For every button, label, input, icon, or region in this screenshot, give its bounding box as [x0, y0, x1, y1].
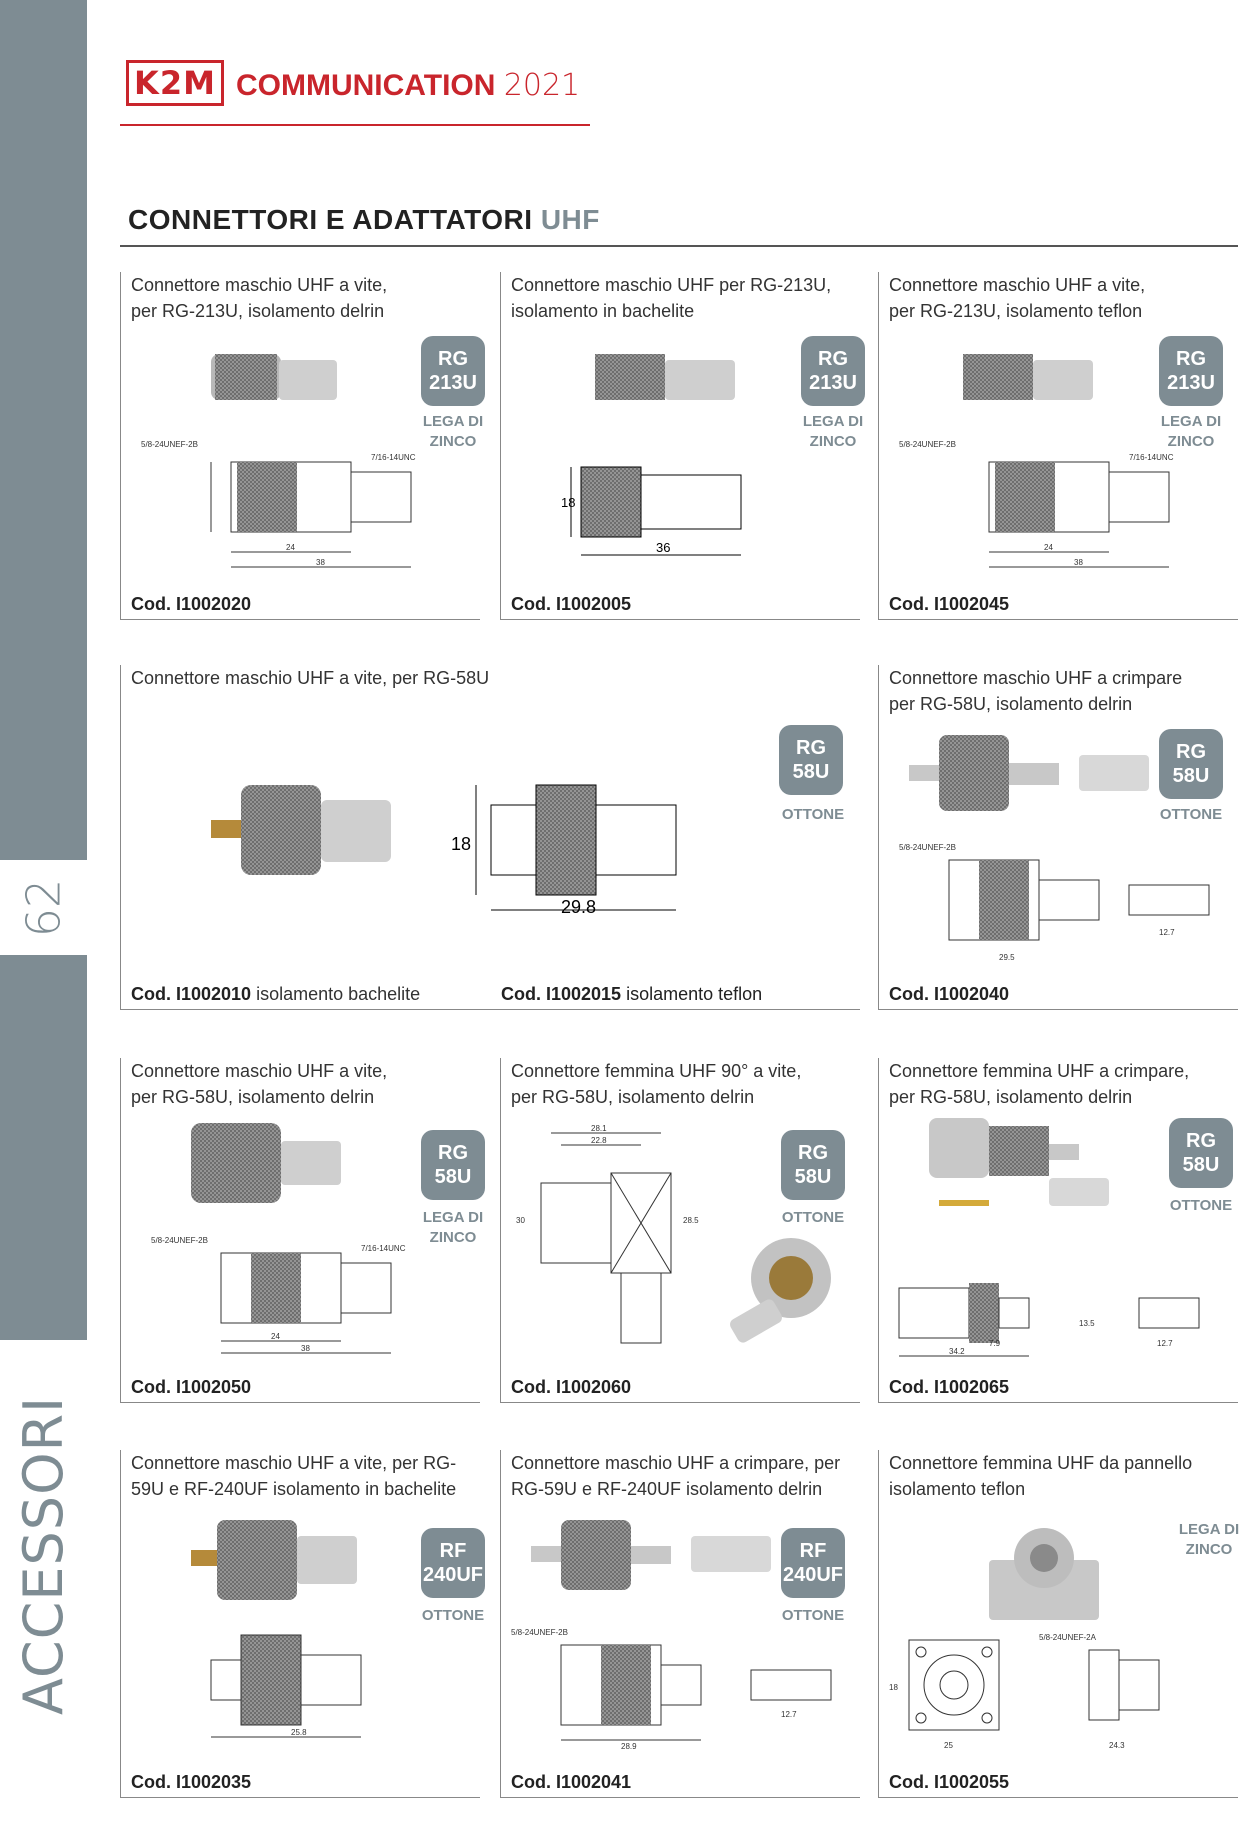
svg-text:28.5: 28.5	[683, 1216, 699, 1225]
svg-text:5/8-24UNEF-2B: 5/8-24UNEF-2B	[511, 1628, 568, 1637]
svg-text:24: 24	[1044, 543, 1053, 552]
k2m-logo	[126, 60, 224, 106]
svg-text:36: 36	[656, 540, 671, 555]
svg-text:34.2: 34.2	[949, 1347, 965, 1356]
svg-text:5/8-24UNEF-2B: 5/8-24UNEF-2B	[899, 843, 956, 852]
product-code: Cod. I1002035	[131, 1772, 252, 1792]
material-label: OTTONE	[781, 1209, 845, 1226]
cable-badge: RG 58U	[781, 1130, 845, 1200]
cable-badge: RF 240UF	[781, 1528, 845, 1598]
brand-year: 2021	[503, 68, 581, 103]
svg-text:38: 38	[301, 1344, 310, 1353]
material-label: OTTONE	[781, 806, 845, 823]
product-code: Cod. I1002045	[889, 594, 1010, 614]
product-card	[878, 665, 1238, 1010]
product-code-alt: Cod. I1002015 isolamento teflon	[501, 984, 763, 1004]
product-card	[878, 1058, 1238, 1403]
page-number: 62	[16, 878, 71, 937]
svg-text:38: 38	[316, 558, 325, 567]
product-card	[878, 272, 1238, 620]
material-label: OTTONE	[781, 1607, 845, 1624]
material-label: LEGA DI ZINCO	[422, 413, 484, 450]
technical-drawing	[889, 1630, 1229, 1755]
technical-drawing	[511, 1625, 851, 1750]
product-description: Connettore maschio UHF a vite, per RG- 59U e RF-240UF isolamento in bachelite	[131, 1453, 457, 1499]
connector-photo	[201, 332, 341, 422]
product-card	[120, 1450, 485, 1798]
cable-badge: RG 213U	[1159, 336, 1223, 406]
product-description: Connettore maschio UHF a crimpare per RG-58U, isolamento delrin	[889, 668, 1183, 714]
connector-photo	[201, 770, 401, 890]
material-label: LEGA DI ZINCO	[422, 1209, 484, 1246]
svg-text:18: 18	[561, 495, 576, 510]
svg-text:12.7: 12.7	[781, 1710, 797, 1719]
svg-text:5/8-24UNEF-2A: 5/8-24UNEF-2A	[1039, 1633, 1096, 1642]
svg-text:18: 18	[889, 1683, 898, 1692]
svg-text:29.5: 29.5	[999, 953, 1015, 962]
title-divider	[120, 245, 1238, 247]
product-card	[120, 272, 484, 620]
svg-text:29.8: 29.8	[561, 897, 597, 915]
technical-drawing	[889, 1268, 1229, 1368]
brand-name: COMMUNICATION	[236, 69, 496, 102]
svg-text:7/16-14UNC: 7/16-14UNC	[1129, 453, 1174, 462]
connector-photo	[899, 725, 1159, 825]
technical-drawing	[899, 432, 1199, 572]
svg-text:5/8-24UNEF-2B: 5/8-24UNEF-2B	[141, 440, 198, 449]
cable-badge: RG 213U	[421, 336, 485, 406]
connector-photo	[979, 1520, 1119, 1630]
product-description: Connettore maschio UHF a vite, per RG-58U	[131, 668, 490, 688]
technical-drawing	[889, 840, 1229, 970]
category-label: ACCESSORI	[12, 1395, 75, 1715]
svg-text:25.8: 25.8	[291, 1728, 307, 1737]
cable-badge: RG 58U	[1169, 1118, 1233, 1188]
svg-text:24: 24	[286, 543, 295, 552]
connector-photo	[181, 1510, 381, 1610]
svg-text:7/16-14UNC: 7/16-14UNC	[361, 1244, 406, 1253]
product-card	[120, 1058, 484, 1403]
product-description: Connettore maschio UHF a crimpare, per RG-59U e RF-240UF isolamento delrin	[511, 1453, 841, 1499]
material-label: OTTONE	[1169, 1197, 1233, 1214]
svg-text:22.8: 22.8	[591, 1136, 607, 1145]
page-header	[120, 56, 590, 126]
svg-text:28.9: 28.9	[621, 1742, 637, 1750]
cable-badge: RG 58U	[421, 1130, 485, 1200]
cable-badge: RG 213U	[801, 336, 865, 406]
technical-drawing	[141, 1233, 441, 1358]
cable-badge: RF 240UF	[421, 1528, 485, 1598]
svg-text:24: 24	[271, 1332, 280, 1341]
product-description: Connettore femmina UHF a crimpare, per RG-58U, isolamento delrin	[889, 1061, 1190, 1107]
logo-text: K2M	[134, 64, 216, 102]
material-label: LEGA DI ZINCO	[1160, 413, 1222, 450]
cable-badge: RG 58U	[779, 725, 843, 795]
material-label: OTTONE	[421, 1607, 485, 1624]
svg-text:25: 25	[944, 1741, 953, 1750]
svg-text:12.7: 12.7	[1157, 1339, 1173, 1348]
technical-drawing	[451, 765, 711, 915]
product-code: Cod. I1002055	[889, 1772, 1010, 1792]
product-description: Connettore femmina UHF da pannello isolamento teflon	[889, 1453, 1193, 1499]
svg-text:5/8-24UNEF-2B: 5/8-24UNEF-2B	[151, 1236, 208, 1245]
svg-text:5/8-24UNEF-2B: 5/8-24UNEF-2B	[899, 440, 956, 449]
product-code: Cod. I1002060	[511, 1377, 632, 1397]
connector-photo	[949, 332, 1109, 422]
connector-photo	[181, 1113, 361, 1213]
connector-photo	[721, 1228, 841, 1348]
cable-badge: RG 58U	[1159, 729, 1223, 799]
svg-text:30: 30	[516, 1216, 525, 1225]
product-code: Cod. I1002040	[889, 984, 1010, 1004]
product-description: Connettore maschio UHF a vite, per RG-213U, isolamento delrin	[131, 275, 388, 321]
category-box	[0, 1340, 87, 1842]
product-description: Connettore femmina UHF 90° a vite, per RG-58U, isolamento delrin	[511, 1061, 802, 1107]
page-number-box	[0, 860, 87, 955]
section-title	[128, 204, 600, 236]
connector-photo	[581, 332, 741, 422]
svg-text:24.3: 24.3	[1109, 1741, 1125, 1750]
product-code: Cod. I1002050	[131, 1377, 252, 1397]
material-label: LEGA DI ZINCO	[1178, 1521, 1240, 1558]
product-code: Cod. I1002065	[889, 1377, 1010, 1397]
svg-text:18: 18	[451, 834, 472, 854]
svg-text:38: 38	[1074, 558, 1083, 567]
product-card	[500, 272, 864, 620]
svg-text:7/16-14UNC: 7/16-14UNC	[371, 453, 416, 462]
product-card	[120, 665, 860, 1010]
product-code: Cod. I1002020	[131, 594, 252, 614]
product-description: Connettore maschio UHF a vite, per RG-58U, isolamento delrin	[131, 1061, 388, 1107]
product-description: Connettore maschio UHF per RG-213U, isolamento in bachelite	[511, 275, 832, 321]
product-code: Cod. I1002041	[511, 1772, 632, 1792]
material-label: OTTONE	[1159, 806, 1223, 823]
product-code: Cod. I1002010 isolamento bachelite	[131, 984, 421, 1004]
product-card	[500, 1450, 860, 1798]
product-code: Cod. I1002005	[511, 594, 632, 614]
product-card	[500, 1058, 860, 1403]
section-title-accent: UHF	[540, 204, 600, 235]
svg-text:13.5: 13.5	[1079, 1319, 1095, 1328]
technical-drawing	[151, 1625, 431, 1745]
product-description: Connettore maschio UHF a vite, per RG-213U, isolamento teflon	[889, 275, 1146, 321]
material-label: LEGA DI ZINCO	[802, 413, 864, 450]
connector-photo	[919, 1108, 1139, 1218]
svg-text:28.1: 28.1	[591, 1124, 607, 1133]
technical-drawing	[141, 432, 441, 572]
side-bar	[0, 0, 87, 1842]
technical-drawing	[561, 457, 781, 567]
product-card	[878, 1450, 1238, 1798]
technical-drawing	[511, 1123, 721, 1353]
connector-photo	[521, 1510, 781, 1600]
svg-text:7.9: 7.9	[989, 1339, 1001, 1348]
section-title-text: CONNETTORI E ADATTATORI	[128, 204, 533, 235]
svg-text:12.7: 12.7	[1159, 928, 1175, 937]
brand-title	[236, 68, 580, 103]
